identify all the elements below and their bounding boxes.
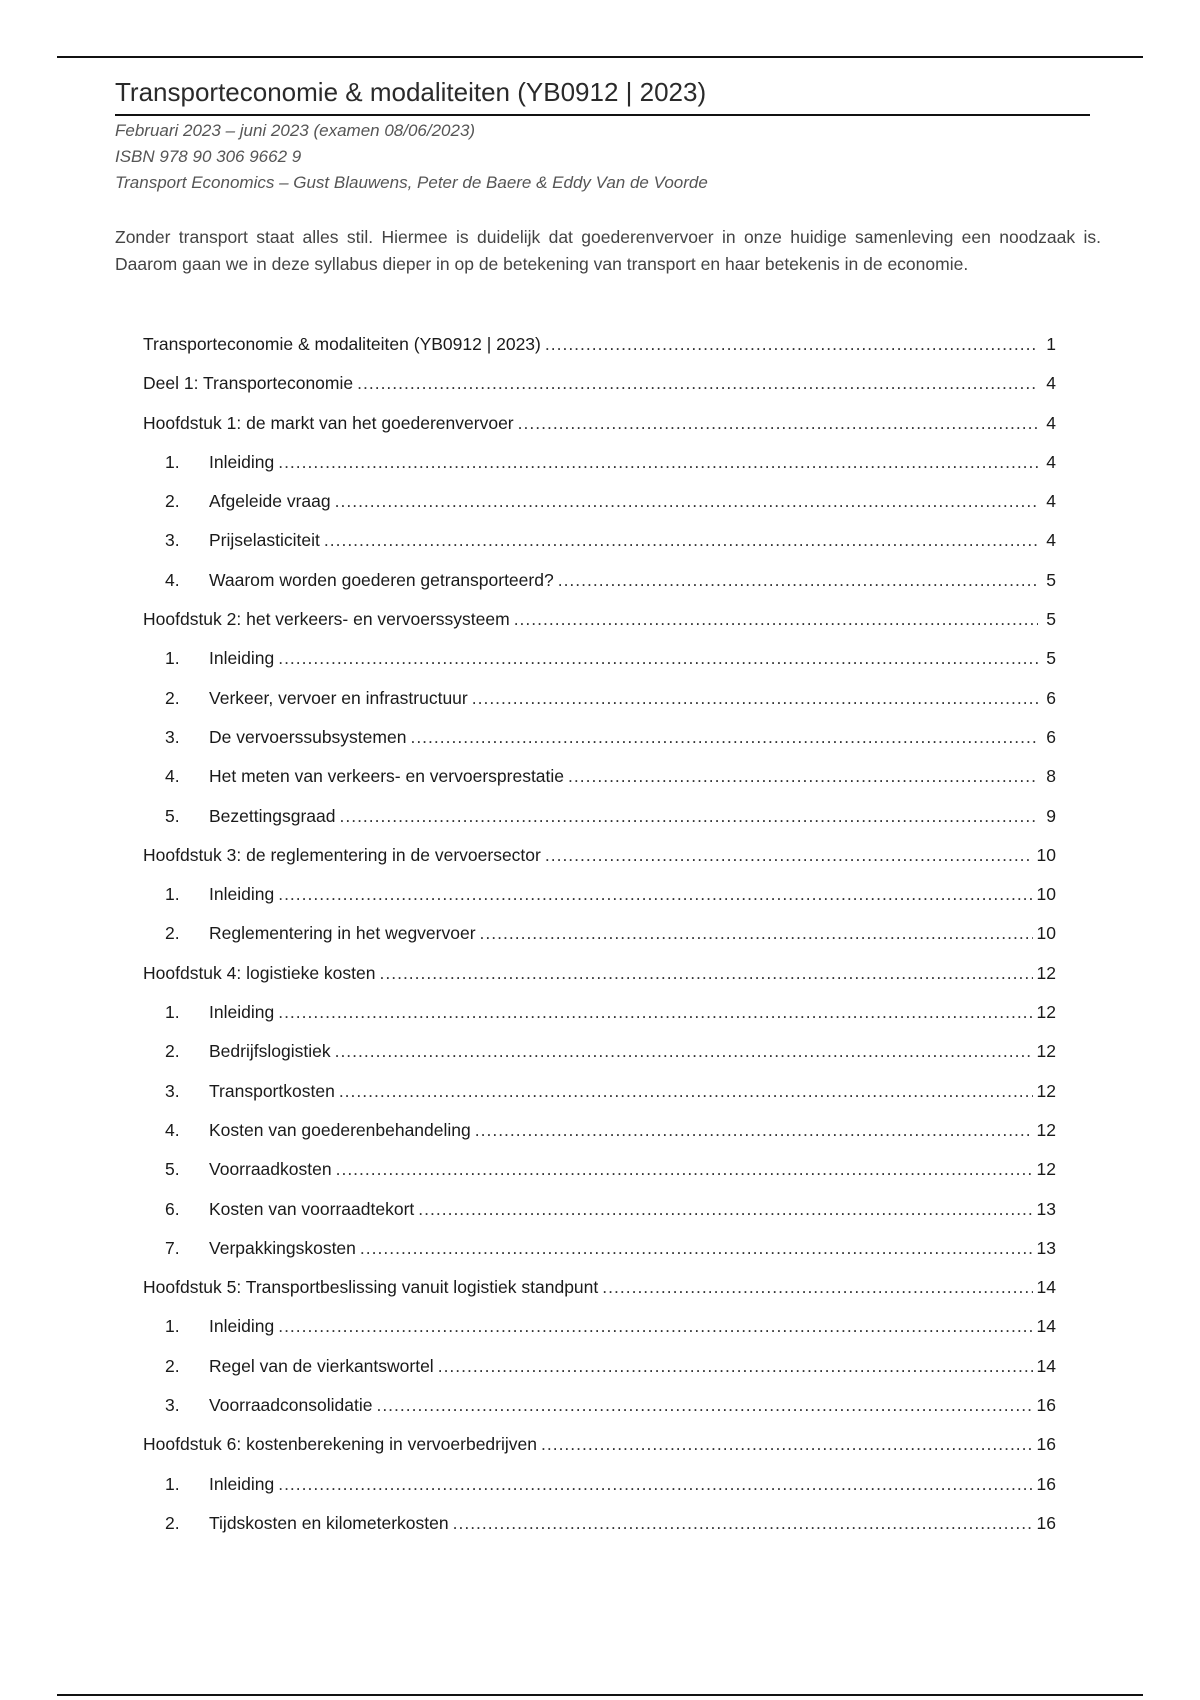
toc-number: 1. bbox=[165, 884, 180, 905]
toc-leader-dots bbox=[335, 491, 1038, 512]
toc-leader-dots bbox=[278, 1316, 1032, 1337]
toc-page-number: 6 bbox=[1046, 726, 1056, 747]
toc-entry[interactable] bbox=[143, 1434, 1056, 1473]
toc-leader-dots bbox=[380, 963, 1033, 984]
toc-label: Inleiding bbox=[209, 451, 275, 472]
toc-page-number: 14 bbox=[1036, 1277, 1056, 1298]
toc-leader-dots bbox=[514, 609, 1038, 630]
toc-label: Inleiding bbox=[209, 1316, 275, 1337]
toc-subentry[interactable] bbox=[143, 1199, 1056, 1238]
toc-label: Hoofdstuk 1: de markt van het goederenvervoer bbox=[143, 412, 514, 433]
toc-page-number: 6 bbox=[1046, 687, 1056, 708]
toc-subentry[interactable] bbox=[143, 1041, 1056, 1080]
toc-subentry[interactable] bbox=[143, 1316, 1056, 1355]
toc-number: 2. bbox=[165, 687, 180, 708]
toc-page-number: 12 bbox=[1036, 1080, 1056, 1101]
toc-label: Tijdskosten en kilometerkosten bbox=[209, 1512, 449, 1533]
toc-leader-dots bbox=[376, 1395, 1032, 1416]
toc-label: De vervoerssubsystemen bbox=[209, 726, 407, 747]
toc-leader-dots bbox=[278, 1002, 1032, 1023]
toc-page-number: 4 bbox=[1046, 412, 1056, 433]
toc-page-number: 16 bbox=[1036, 1434, 1056, 1455]
toc-leader-dots bbox=[278, 884, 1032, 905]
toc-subentry[interactable] bbox=[143, 1356, 1056, 1395]
toc-page-number: 12 bbox=[1036, 1041, 1056, 1062]
toc-label: Hoofdstuk 5: Transportbeslissing vanuit logistiek standpunt bbox=[143, 1277, 599, 1298]
toc-number: 3. bbox=[165, 1395, 180, 1416]
toc-label: Transporteconomie & modaliteiten (YB0912 | 2023) bbox=[143, 334, 541, 354]
toc-label: Kosten van voorraadtekort bbox=[209, 1198, 415, 1219]
toc-label: Verkeer, vervoer en infrastructuur bbox=[209, 687, 468, 708]
toc-number: 2. bbox=[165, 491, 180, 512]
toc-label: Inleiding bbox=[209, 648, 275, 669]
toc-label: Hoofdstuk 6: kostenberekening in vervoerbedrijven bbox=[143, 1434, 537, 1455]
toc-label: Transportkosten bbox=[209, 1080, 335, 1101]
toc-page-number: 12 bbox=[1036, 1159, 1056, 1180]
toc-subentry[interactable] bbox=[143, 491, 1056, 530]
toc-subentry[interactable] bbox=[143, 806, 1056, 845]
toc-page-number: 5 bbox=[1046, 609, 1056, 630]
toc-subentry[interactable] bbox=[143, 1395, 1056, 1434]
toc-entry[interactable] bbox=[143, 845, 1056, 884]
toc-entry[interactable] bbox=[143, 963, 1056, 1002]
toc-page-number: 16 bbox=[1036, 1473, 1056, 1494]
toc-leader-dots bbox=[472, 688, 1038, 709]
toc-leader-dots bbox=[518, 413, 1038, 434]
toc-page-number: 12 bbox=[1036, 1002, 1056, 1023]
toc-label: Kosten van goederenbehandeling bbox=[209, 1119, 471, 1140]
toc-number: 3. bbox=[165, 726, 180, 747]
toc-label: Inleiding bbox=[209, 1002, 275, 1023]
toc-page-number: 1 bbox=[1046, 334, 1056, 354]
toc-number: 2. bbox=[165, 1355, 180, 1376]
toc-page-number: 4 bbox=[1046, 491, 1056, 512]
toc-subentry[interactable] bbox=[143, 1474, 1056, 1513]
toc-number: 2. bbox=[165, 923, 180, 944]
toc-leader-dots bbox=[475, 1120, 1033, 1141]
document-title: Transporteconomie & modaliteiten (YB0912 | 2023) bbox=[115, 72, 1090, 116]
toc-label: Deel 1: Transporteconomie bbox=[143, 373, 354, 394]
toc-page-number: 4 bbox=[1046, 373, 1056, 394]
toc-page-number: 10 bbox=[1036, 884, 1056, 905]
toc-leader-dots bbox=[278, 1474, 1032, 1495]
toc-subentry[interactable] bbox=[143, 530, 1056, 569]
toc-leader-dots bbox=[336, 1159, 1033, 1180]
meta-source: Transport Economics – Gust Blauwens, Peter de Baere & Eddy Van de Voorde bbox=[115, 173, 708, 192]
header-rule bbox=[57, 56, 1143, 58]
toc-label: Regel van de vierkantswortel bbox=[209, 1355, 434, 1376]
toc-label: Waarom worden goederen getransporteerd? bbox=[209, 569, 554, 590]
toc-leader-dots bbox=[602, 1277, 1032, 1298]
toc-page-number: 14 bbox=[1036, 1355, 1056, 1376]
toc-label: Bezettingsgraad bbox=[209, 805, 336, 826]
toc-leader-dots bbox=[453, 1513, 1033, 1534]
toc-page-number: 16 bbox=[1036, 1512, 1056, 1533]
toc-subentry[interactable] bbox=[143, 452, 1056, 491]
toc-page-number: 5 bbox=[1046, 569, 1056, 590]
toc-leader-dots bbox=[278, 648, 1038, 669]
toc-leader-dots bbox=[545, 334, 1038, 355]
toc-page-number: 4 bbox=[1046, 530, 1056, 551]
toc-page-number: 12 bbox=[1036, 962, 1056, 983]
toc-leader-dots bbox=[410, 727, 1038, 748]
toc-page-number: 5 bbox=[1046, 648, 1056, 669]
toc-leader-dots bbox=[339, 1081, 1033, 1102]
toc-number: 4. bbox=[165, 569, 180, 590]
toc-number: 1. bbox=[165, 1473, 180, 1494]
toc-leader-dots bbox=[335, 1041, 1033, 1062]
meta-isbn: ISBN 978 90 306 9662 9 bbox=[115, 147, 302, 166]
toc-subentry[interactable] bbox=[143, 923, 1056, 962]
toc-subentry[interactable] bbox=[143, 1002, 1056, 1041]
toc-subentry[interactable] bbox=[143, 1159, 1056, 1198]
toc-leader-dots bbox=[568, 766, 1038, 787]
toc-subentry[interactable] bbox=[143, 1238, 1056, 1277]
toc-subentry[interactable] bbox=[143, 1081, 1056, 1120]
toc-number: 3. bbox=[165, 1080, 180, 1101]
footer-rule bbox=[57, 1694, 1143, 1696]
toc-page-number: 4 bbox=[1046, 451, 1056, 472]
intro-paragraph: Zonder transport staat alles stil. Hiermee is duidelijk dat goederenvervoer in onze huidige samenleving een noodzaak is. Daarom gaan we in deze syllabus dieper in op de betekening van transport en haar betekenis in de economie. bbox=[115, 227, 1101, 274]
toc-leader-dots bbox=[357, 373, 1038, 394]
toc-entry[interactable] bbox=[143, 334, 1056, 373]
toc-number: 5. bbox=[165, 1159, 180, 1180]
toc-label: Bedrijfslogistiek bbox=[209, 1041, 331, 1062]
toc-number: 4. bbox=[165, 766, 180, 787]
toc-page-number: 9 bbox=[1046, 805, 1056, 826]
toc-page-number: 8 bbox=[1046, 766, 1056, 787]
toc-leader-dots bbox=[541, 1434, 1033, 1455]
toc-number: 1. bbox=[165, 451, 180, 472]
meta-period: Februari 2023 – juni 2023 (examen 08/06/2023) bbox=[115, 121, 476, 140]
toc-label: Inleiding bbox=[209, 884, 275, 905]
toc-subentry[interactable] bbox=[143, 1120, 1056, 1159]
toc-label: Voorraadkosten bbox=[209, 1159, 332, 1180]
toc-number: 1. bbox=[165, 648, 180, 669]
toc-leader-dots bbox=[339, 806, 1038, 827]
toc-label: Voorraadconsolidatie bbox=[209, 1395, 373, 1416]
toc-number: 2. bbox=[165, 1512, 180, 1533]
toc-number: 1. bbox=[165, 1002, 180, 1023]
toc-entry[interactable] bbox=[143, 413, 1056, 452]
toc-leader-dots bbox=[438, 1356, 1033, 1377]
toc-leader-dots bbox=[324, 530, 1038, 551]
toc-entry[interactable] bbox=[143, 1277, 1056, 1316]
toc-leader-dots bbox=[360, 1238, 1033, 1259]
toc-label: Inleiding bbox=[209, 1473, 275, 1494]
toc-label: Reglementering in het wegvervoer bbox=[209, 923, 476, 944]
toc-label: Afgeleide vraag bbox=[209, 491, 331, 512]
toc-leader-dots bbox=[545, 845, 1033, 866]
toc-subentry[interactable] bbox=[143, 884, 1056, 923]
toc-leader-dots bbox=[480, 923, 1033, 944]
toc-page-number: 14 bbox=[1036, 1316, 1056, 1337]
toc-number: 2. bbox=[165, 1041, 180, 1062]
toc-subentry[interactable] bbox=[143, 570, 1056, 609]
toc-label: Hoofdstuk 3: de reglementering in de vervoersector bbox=[143, 844, 541, 865]
toc-leader-dots bbox=[418, 1199, 1032, 1220]
toc-leader-dots bbox=[278, 452, 1038, 473]
toc-number: 6. bbox=[165, 1198, 180, 1219]
toc-label: Prijselasticiteit bbox=[209, 530, 320, 551]
toc-page-number: 13 bbox=[1036, 1237, 1056, 1258]
toc-label: Hoofdstuk 4: logistieke kosten bbox=[143, 962, 376, 983]
toc-number: 5. bbox=[165, 805, 180, 826]
toc-leader-dots bbox=[558, 570, 1038, 591]
toc-page-number: 16 bbox=[1036, 1395, 1056, 1416]
toc-page-number: 13 bbox=[1036, 1198, 1056, 1219]
toc-subentry[interactable] bbox=[143, 727, 1056, 766]
toc-entry[interactable] bbox=[143, 373, 1056, 412]
toc-subentry[interactable] bbox=[143, 766, 1056, 805]
toc-number: 3. bbox=[165, 530, 180, 551]
table-of-contents bbox=[143, 334, 1056, 1552]
toc-number: 7. bbox=[165, 1237, 180, 1258]
toc-page-number: 10 bbox=[1036, 844, 1056, 865]
toc-page-number: 10 bbox=[1036, 923, 1056, 944]
toc-entry[interactable] bbox=[143, 609, 1056, 648]
toc-label: Verpakkingskosten bbox=[209, 1237, 356, 1258]
toc-label: Hoofdstuk 2: het verkeers- en vervoerssysteem bbox=[143, 609, 510, 630]
toc-label: Het meten van verkeers- en vervoersprestatie bbox=[209, 766, 565, 787]
toc-subentry[interactable] bbox=[143, 1513, 1056, 1552]
document-meta bbox=[115, 118, 708, 196]
toc-page-number: 12 bbox=[1036, 1119, 1056, 1140]
toc-subentry[interactable] bbox=[143, 688, 1056, 727]
toc-subentry[interactable] bbox=[143, 648, 1056, 687]
toc-number: 4. bbox=[165, 1119, 180, 1140]
toc-number: 1. bbox=[165, 1316, 180, 1337]
